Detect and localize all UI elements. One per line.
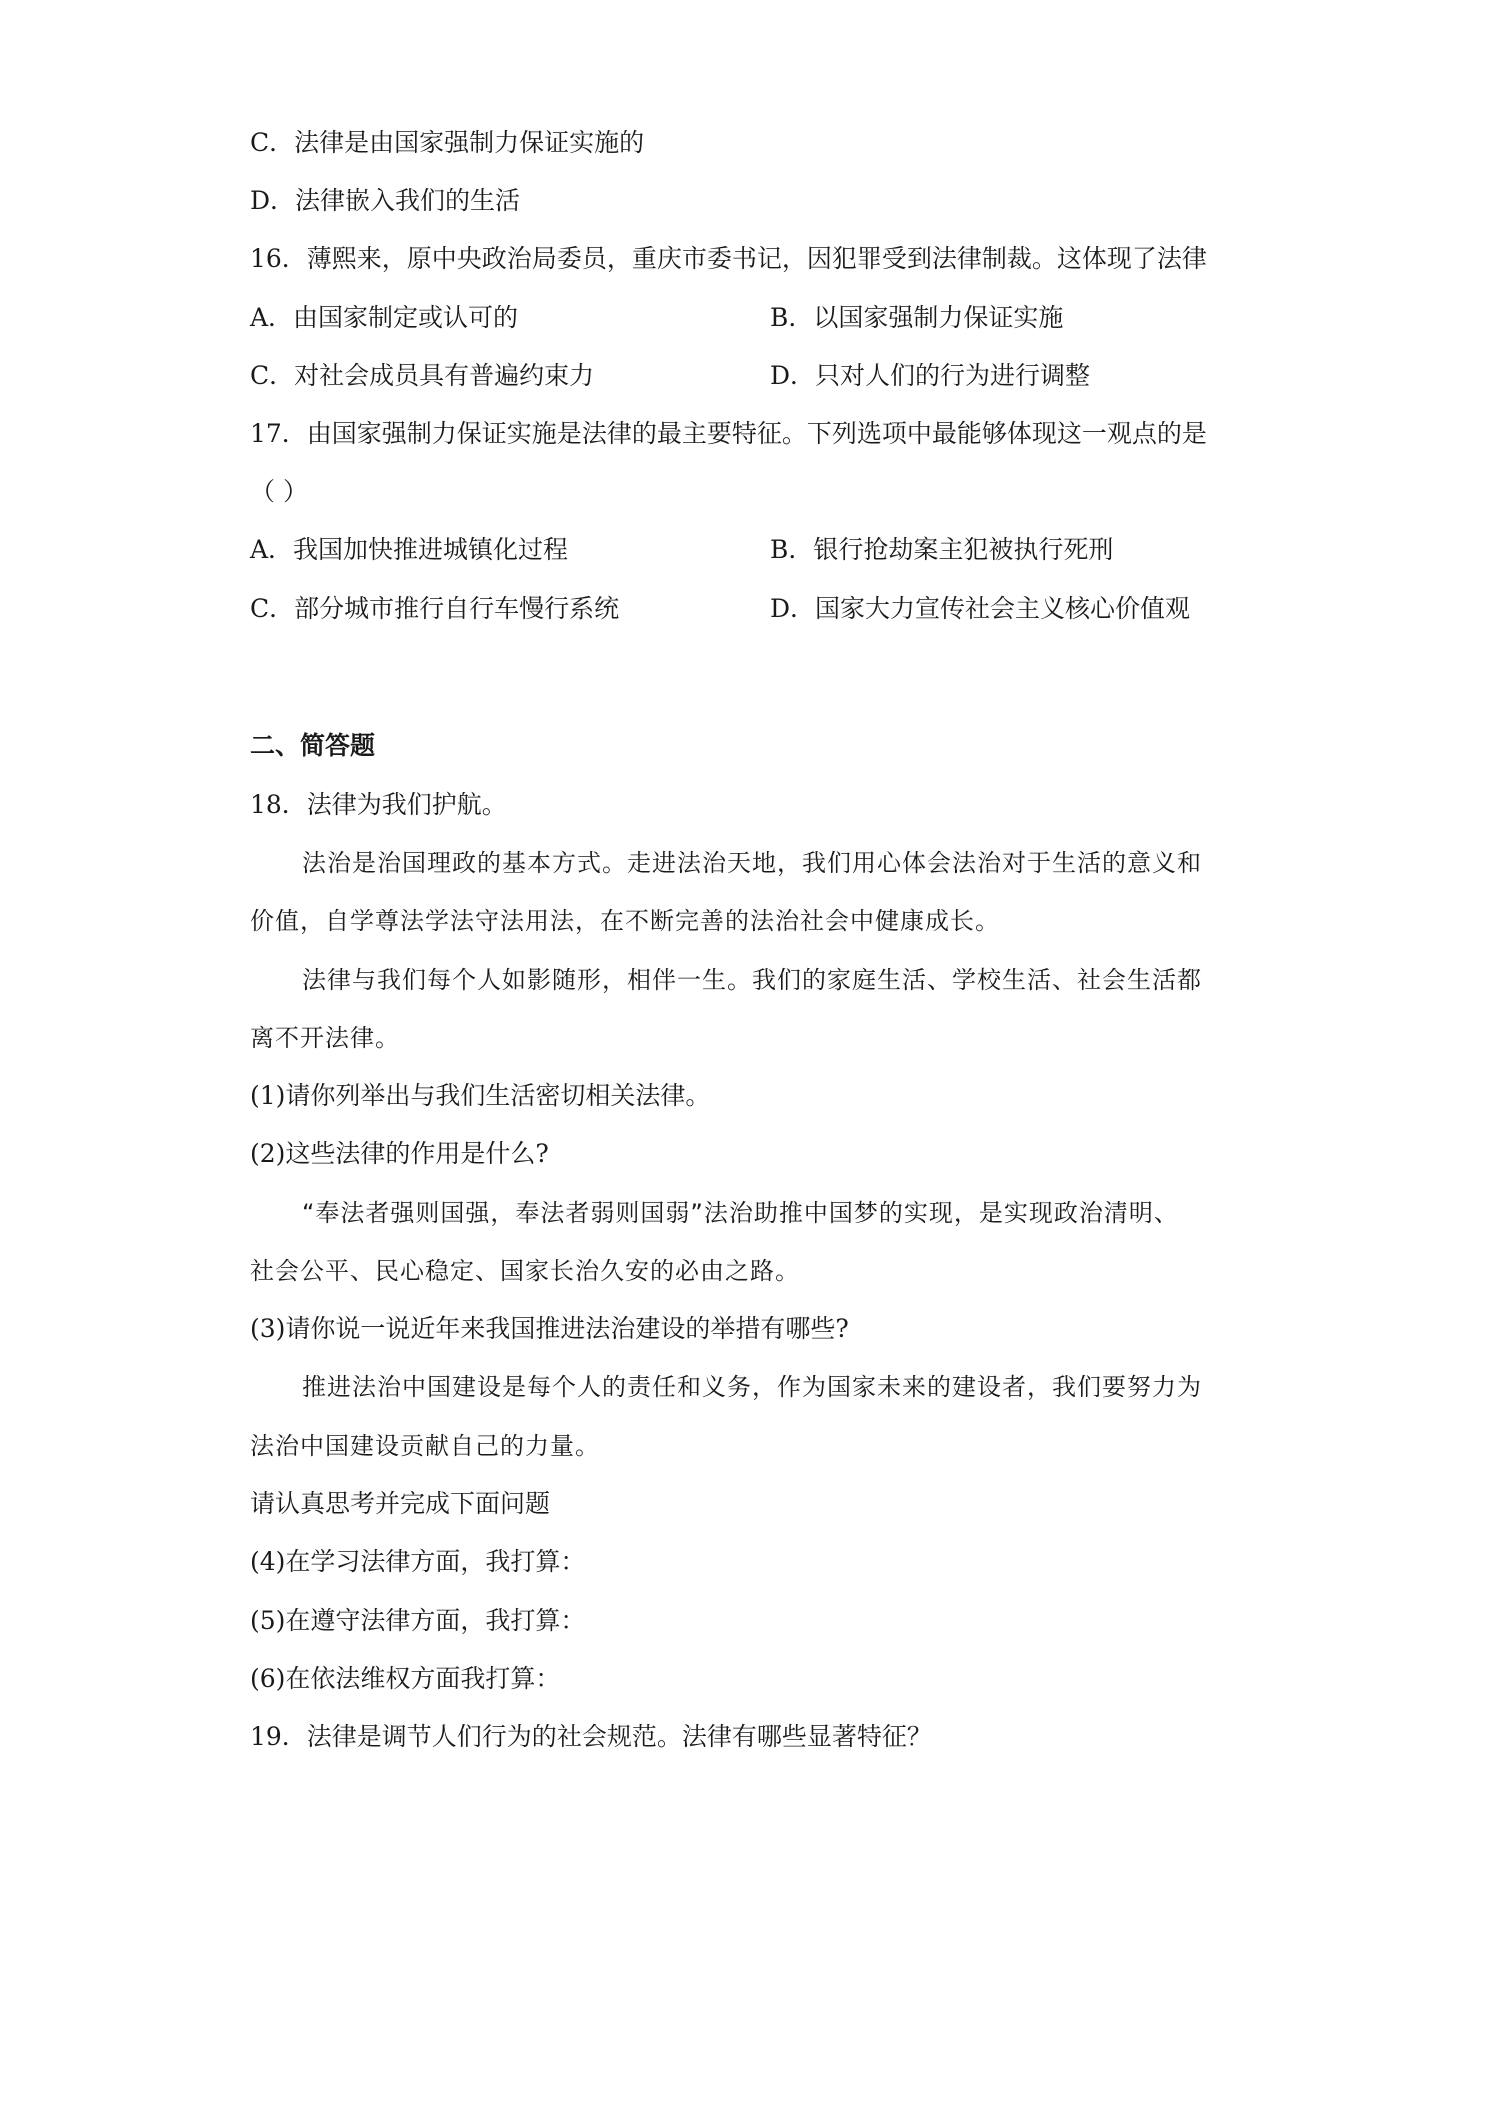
q18-sub-question-6: (6)在依法维权方面我打算： <box>250 1664 561 1693</box>
q17-option-a: A．我国加快推进城镇化过程 <box>250 535 569 564</box>
q15-option-d: D．法律嵌入我们的生活 <box>250 186 521 215</box>
q18-material-2-line-1: 法律与我们每个人如影随形，相伴一生。我们的家庭生活、学校生活、社会生活都 <box>302 966 1202 994</box>
q18-sub-question-2: (2)这些法律的作用是什么? <box>250 1139 549 1168</box>
q18-material-3-line-1: “奉法者强则国强，奉法者弱则国弱”法治助推中国梦的实现，是实现政治清明、 <box>302 1199 1179 1227</box>
q18-material-4-line-1: 推进法治中国建设是每个人的责任和义务，作为国家未来的建设者，我们要努力为 <box>302 1373 1202 1401</box>
q18-material-1-line-1: 法治是治国理政的基本方式。走进法治天地，我们用心体会法治对于生活的意义和 <box>302 849 1202 877</box>
q18-sub-question-5: (5)在遵守法律方面，我打算： <box>250 1606 586 1635</box>
q19-stem: 19．法律是调节人们行为的社会规范。法律有哪些显著特征？ <box>250 1722 932 1751</box>
q18-material-1-line-2: 价值，自学尊法学法守法用法，在不断完善的法治社会中健康成长。 <box>250 907 1000 935</box>
q17-option-d: D．国家大力宣传社会主义核心价值观 <box>770 594 1191 623</box>
q18-stem: 18．法律为我们护航。 <box>250 790 507 819</box>
q17-stem: 17．由国家强制力保证实施是法律的最主要特征。下列选项中最能够体现这一观点的是 <box>250 419 1207 448</box>
q16-option-c: C．对社会成员具有普遍约束力 <box>250 361 595 390</box>
q18-material-4-line-2: 法治中国建设贡献自己的力量。 <box>250 1432 600 1460</box>
q18-sub-question-3: (3)请你说一说近年来我国推进法治建设的举措有哪些? <box>250 1314 849 1343</box>
q17-option-b: B．银行抢劫案主犯被执行死刑 <box>770 535 1114 564</box>
q16-option-d: D．只对人们的行为进行调整 <box>770 361 1091 390</box>
q17-answer-paren: （ ） <box>250 477 308 506</box>
q18-prompt: 请认真思考并完成下面问题 <box>250 1489 551 1518</box>
q18-sub-question-1: (1)请你列举出与我们生活密切相关法律。 <box>250 1081 711 1110</box>
q17-option-c: C．部分城市推行自行车慢行系统 <box>250 594 620 623</box>
q18-sub-question-4: (4)在学习法律方面，我打算： <box>250 1547 586 1576</box>
q16-option-a: A．由国家制定或认可的 <box>250 303 519 332</box>
q15-option-c: C．法律是由国家强制力保证实施的 <box>250 128 645 157</box>
q16-option-b: B．以国家强制力保证实施 <box>770 303 1064 332</box>
q18-material-3-line-2: 社会公平、民心稳定、国家长治久安的必由之路。 <box>250 1257 800 1285</box>
q18-material-2-line-2: 离不开法律。 <box>250 1024 400 1052</box>
section-title-short-answer: 二、简答题 <box>250 731 376 760</box>
q16-stem: 16．薄熙来，原中央政治局委员，重庆市委书记，因犯罪受到法律制裁。这体现了法律 <box>250 244 1207 273</box>
